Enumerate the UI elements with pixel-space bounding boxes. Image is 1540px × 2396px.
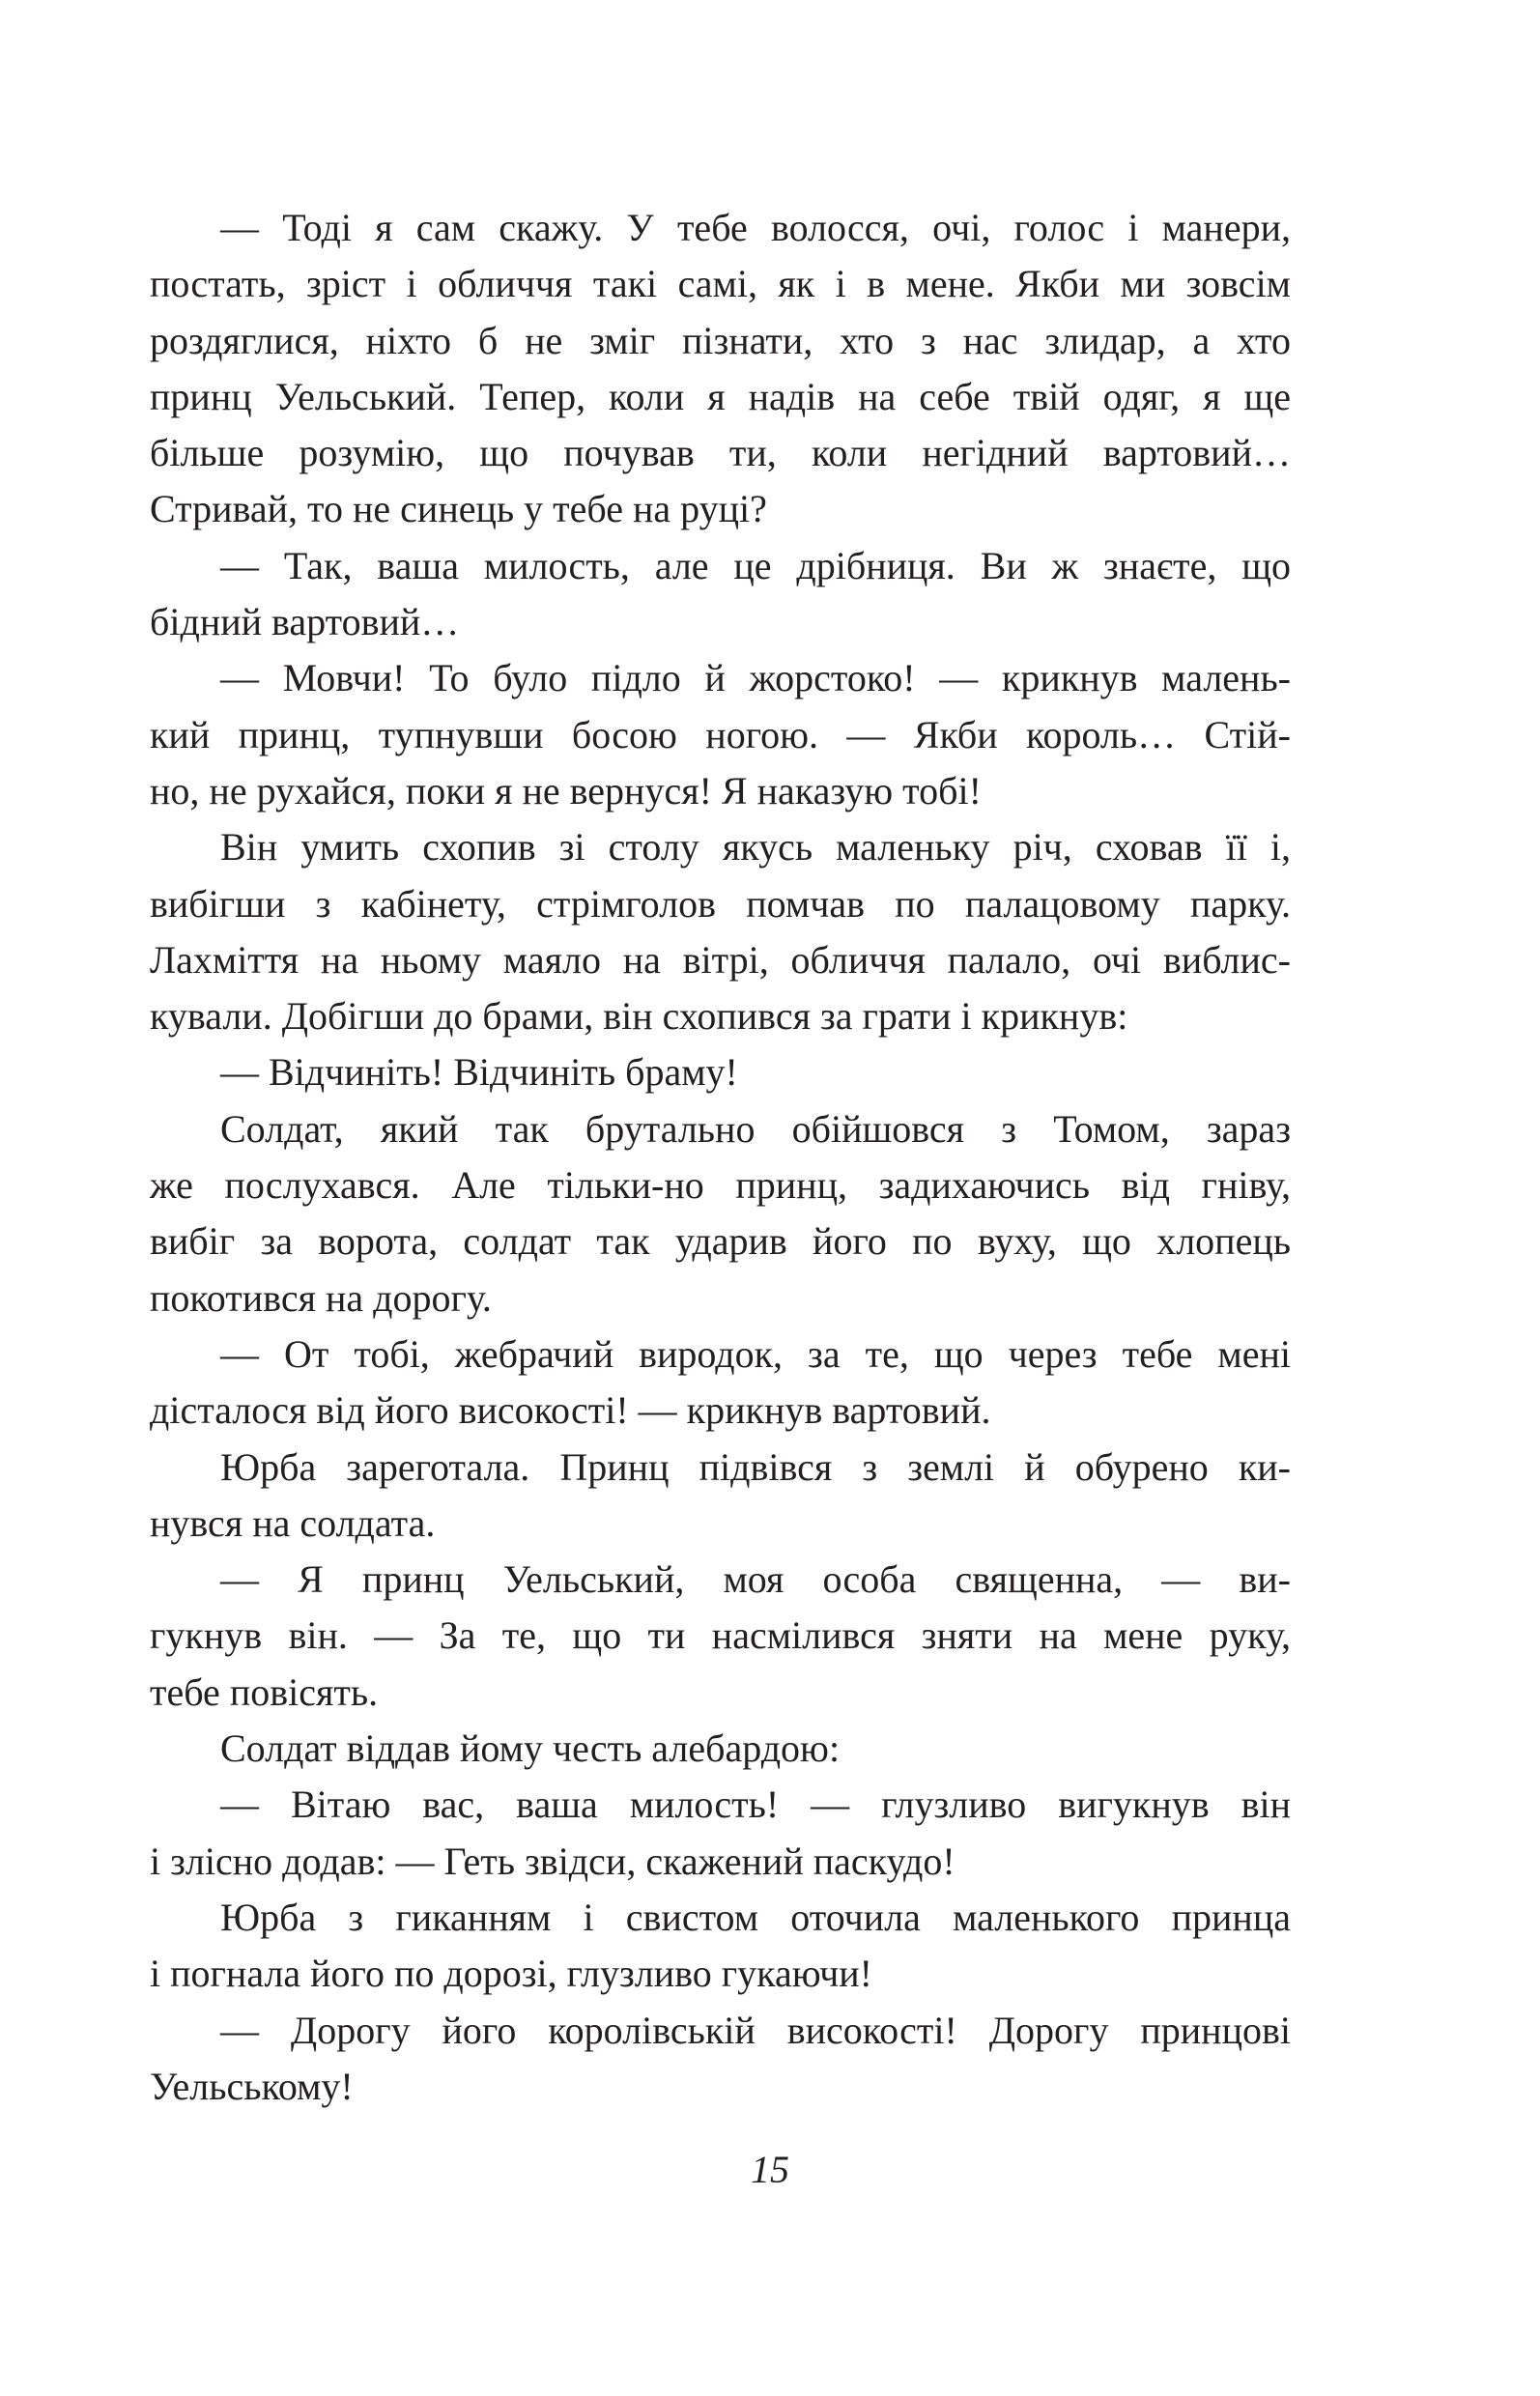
text-line: Уельському! xyxy=(150,2064,354,2108)
text-line: Солдат віддав йому честь алебардою: xyxy=(220,1726,841,1771)
text-line: бідний вартовий… xyxy=(150,600,460,644)
text-line: — Вітаю вас, ваша милость! — глузливо вигукнув він xyxy=(220,1783,1291,1827)
text-line: Солдат, який так брутально обійшовся з Томом, зараз xyxy=(220,1106,1291,1151)
text-line: Стривай, то не синець у тебе на руці? xyxy=(150,487,767,531)
page-number: 15 xyxy=(751,2148,789,2191)
text-line: покотився на дорогу. xyxy=(150,1275,492,1320)
page-body-text xyxy=(150,200,1291,2115)
text-line: — Тоді я сам скажу. У тебе волосся, очі, голос і манери, xyxy=(220,206,1291,249)
text-line: тебе повісять. xyxy=(150,1669,379,1714)
text-line: вибіг за ворота, солдат так ударив його по вуху, що хлопець xyxy=(150,1219,1291,1264)
text-line: гукнув він. — За те, що ти насмілився зняти на мене руку, xyxy=(150,1613,1291,1658)
text-line: — Так, ваша милость, але це дрібниця. Ви ж знаєте, що xyxy=(220,543,1291,587)
text-line: і погнала його по дорозі, глузливо гукаючи! xyxy=(150,1952,872,1996)
text-line: Він умить схопив зі столу якусь маленьку річ, сховав її і, xyxy=(220,825,1291,870)
text-line: но, не рухайся, поки я не вернуся! Я наказую тобі! xyxy=(150,768,982,813)
text-line: кий принц, тупнувши босою ногою. — Якби король… Стій- xyxy=(150,712,1291,756)
text-line: нувся на солдата. xyxy=(150,1500,436,1545)
text-line: — Я принц Уельський, моя особа священна, — ви- xyxy=(220,1557,1291,1602)
text-line: постать, зріст і обличчя такі самі, як і в мене. Якби ми зовсім xyxy=(150,262,1291,306)
text-line: роздяглися, ніхто б не зміг пізнати, хто з нас злидар, а хто xyxy=(150,318,1291,362)
text-line: Юрба зареготала. Принц підвівся з землі й обурено ки- xyxy=(220,1444,1291,1489)
text-line: вибігши з кабінету, стрімголов помчав по палацовому парку. xyxy=(150,881,1291,926)
text-line: і злісно додав: — Геть звідси, скажений паскудо! xyxy=(150,1839,955,1883)
text-line: — Мовчи! То було підло й жорстоко! — крикнув малень- xyxy=(220,656,1291,700)
text-line: кували. Добігши до брами, він схопився за грати і крикнув: xyxy=(150,994,1128,1039)
text-line: же послухався. Але тільки-но принц, задихаючись від гніву, xyxy=(150,1163,1291,1208)
text-line: Юрба з гиканням і свистом оточила маленького принца xyxy=(220,1895,1291,1939)
text-line: більше розумію, що почував ти, коли негідний вартовий… xyxy=(150,431,1291,475)
text-line: — Відчиніть! Відчиніть браму! xyxy=(220,1050,738,1095)
text-line: Лахміття на ньому маяло на вітрі, обличчя палало, очі виблис- xyxy=(150,937,1291,982)
text-line: — От тобі, жебрачий виродок, за те, що через тебе мені xyxy=(220,1331,1291,1376)
text-line: — Дорогу його королівській високості! Дорогу принцові xyxy=(220,2008,1291,2052)
text-line: принц Уельський. Тепер, коли я надів на себе твій одяг, я ще xyxy=(150,374,1291,418)
text-line: дісталося від його високості! — крикнув вартовий. xyxy=(150,1388,991,1433)
